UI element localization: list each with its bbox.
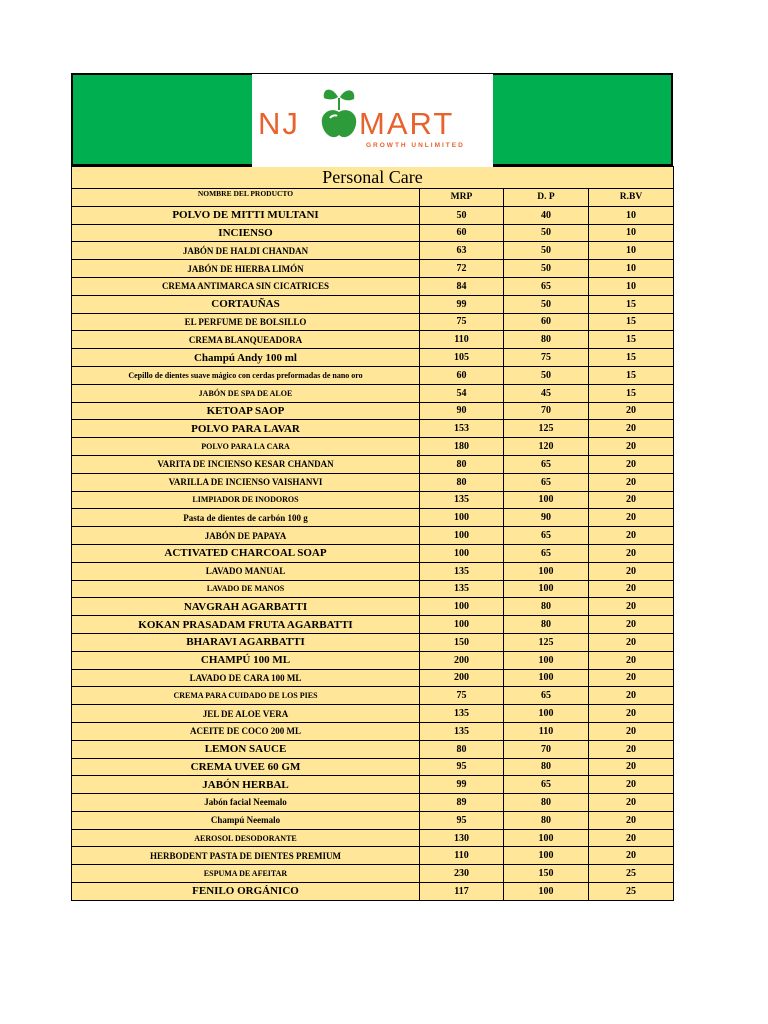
dp-cell: 125: [504, 633, 589, 651]
mrp-cell: 135: [420, 562, 504, 580]
rbv-cell: 15: [589, 366, 674, 384]
rbv-cell: 20: [589, 669, 674, 687]
rbv-cell: 20: [589, 544, 674, 562]
product-name-cell: POLVO PARA LAVAR: [72, 420, 420, 438]
dp-cell: 65: [504, 473, 589, 491]
table-row: [72, 705, 674, 723]
mrp-cell: 60: [420, 224, 504, 242]
dp-cell: 65: [504, 527, 589, 545]
mrp-cell: 100: [420, 544, 504, 562]
page-title: Personal Care: [72, 167, 674, 189]
product-name-cell: JABÓN HERBAL: [72, 776, 420, 794]
dp-cell: 75: [504, 349, 589, 367]
product-name-cell: JEL DE ALOE VERA: [72, 705, 420, 723]
rbv-cell: 20: [589, 829, 674, 847]
dp-cell: 65: [504, 687, 589, 705]
dp-cell: 45: [504, 384, 589, 402]
mrp-cell: 99: [420, 776, 504, 794]
rbv-cell: 20: [589, 705, 674, 723]
rbv-cell: 10: [589, 242, 674, 260]
product-name-cell: ACTIVATED CHARCOAL SOAP: [72, 544, 420, 562]
product-name-cell: POLVO DE MITTI MULTANI: [72, 206, 420, 224]
dp-cell: 150: [504, 865, 589, 883]
mrp-cell: 89: [420, 794, 504, 812]
dp-cell: 80: [504, 758, 589, 776]
col-header-name: NOMBRE DEL PRODUCTO: [72, 189, 420, 207]
dp-cell: 65: [504, 544, 589, 562]
table-row: [72, 384, 674, 402]
table-row: [72, 883, 674, 901]
mrp-cell: 100: [420, 598, 504, 616]
table-row: [72, 811, 674, 829]
dp-cell: 50: [504, 295, 589, 313]
mrp-cell: 200: [420, 669, 504, 687]
mrp-cell: 75: [420, 687, 504, 705]
rbv-cell: 20: [589, 455, 674, 473]
rbv-cell: 10: [589, 206, 674, 224]
col-header-dp: D. P: [504, 189, 589, 207]
mrp-cell: 100: [420, 527, 504, 545]
table-row: [72, 758, 674, 776]
rbv-cell: 20: [589, 811, 674, 829]
mrp-cell: 180: [420, 438, 504, 456]
mrp-cell: 75: [420, 313, 504, 331]
rbv-cell: 15: [589, 295, 674, 313]
mrp-cell: 90: [420, 402, 504, 420]
dp-cell: 80: [504, 598, 589, 616]
rbv-cell: 10: [589, 277, 674, 295]
table-row: [72, 794, 674, 812]
mrp-cell: 135: [420, 705, 504, 723]
dp-cell: 100: [504, 562, 589, 580]
product-table: [71, 166, 674, 901]
logo-tagline: GROWTH UNLIMITED: [366, 142, 465, 149]
table-row: [72, 473, 674, 491]
rbv-cell: 15: [589, 384, 674, 402]
table-row: [72, 224, 674, 242]
product-name-cell: JABÓN DE SPA DE ALOE: [72, 384, 420, 402]
product-name-cell: CREMA PARA CUIDADO DE LOS PIES: [72, 687, 420, 705]
rbv-cell: 10: [589, 224, 674, 242]
table-row: [72, 331, 674, 349]
rbv-cell: 20: [589, 438, 674, 456]
dp-cell: 50: [504, 366, 589, 384]
table-row: [72, 669, 674, 687]
col-header-mrp: MRP: [420, 189, 504, 207]
rbv-cell: 20: [589, 562, 674, 580]
table-row: [72, 491, 674, 509]
product-name-cell: EL PERFUME DE BOLSILLO: [72, 313, 420, 331]
rbv-cell: 20: [589, 758, 674, 776]
product-name-cell: HERBODENT PASTA DE DIENTES PREMIUM: [72, 847, 420, 865]
dp-cell: 110: [504, 722, 589, 740]
table-row: [72, 277, 674, 295]
dp-cell: 100: [504, 491, 589, 509]
table-row: [72, 687, 674, 705]
dp-cell: 100: [504, 669, 589, 687]
product-name-cell: LAVADO DE CARA 100 ML: [72, 669, 420, 687]
product-name-cell: CREMA UVEE 60 GM: [72, 758, 420, 776]
table-row: [72, 438, 674, 456]
product-name-cell: FENILO ORGÁNICO: [72, 883, 420, 901]
rbv-cell: 20: [589, 527, 674, 545]
mrp-cell: 135: [420, 491, 504, 509]
product-name-cell: LEMON SAUCE: [72, 740, 420, 758]
rbv-cell: 20: [589, 420, 674, 438]
dp-cell: 50: [504, 224, 589, 242]
mrp-cell: 54: [420, 384, 504, 402]
table-row: [72, 206, 674, 224]
product-name-cell: POLVO PARA LA CARA: [72, 438, 420, 456]
mrp-cell: 135: [420, 580, 504, 598]
product-name-cell: LAVADO DE MANOS: [72, 580, 420, 598]
header-banner: [71, 73, 673, 166]
dp-cell: 80: [504, 811, 589, 829]
product-name-cell: Jabón facial Neemalo: [72, 794, 420, 812]
rbv-cell: 15: [589, 331, 674, 349]
product-name-cell: INCIENSO: [72, 224, 420, 242]
mrp-cell: 80: [420, 455, 504, 473]
rbv-cell: 15: [589, 313, 674, 331]
product-name-cell: NAVGRAH AGARBATTI: [72, 598, 420, 616]
table-row: [72, 366, 674, 384]
price-sheet: [71, 73, 673, 901]
product-name-cell: VARITA DE INCIENSO KESAR CHANDAN: [72, 455, 420, 473]
dp-cell: 70: [504, 402, 589, 420]
dp-cell: 50: [504, 242, 589, 260]
table-row: [72, 740, 674, 758]
rbv-cell: 20: [589, 847, 674, 865]
mrp-cell: 200: [420, 651, 504, 669]
rbv-cell: 20: [589, 740, 674, 758]
table-row: [72, 349, 674, 367]
mrp-cell: 60: [420, 366, 504, 384]
product-name-cell: KETOAP SAOP: [72, 402, 420, 420]
product-name-cell: VARILLA DE INCIENSO VAISHANVI: [72, 473, 420, 491]
mrp-cell: 110: [420, 847, 504, 865]
rbv-cell: 20: [589, 491, 674, 509]
product-name-cell: JABÓN DE HALDI CHANDAN: [72, 242, 420, 260]
rbv-cell: 20: [589, 509, 674, 527]
rbv-cell: 20: [589, 402, 674, 420]
dp-cell: 40: [504, 206, 589, 224]
mrp-cell: 153: [420, 420, 504, 438]
table-row: [72, 598, 674, 616]
table-row: [72, 260, 674, 278]
mrp-cell: 100: [420, 509, 504, 527]
dp-cell: 100: [504, 883, 589, 901]
table-row: [72, 616, 674, 634]
product-name-cell: Cepillo de dientes suave mágico con cerdas preformadas de nano oro: [72, 366, 420, 384]
rbv-cell: 20: [589, 651, 674, 669]
dp-cell: 80: [504, 794, 589, 812]
mrp-cell: 105: [420, 349, 504, 367]
product-name-cell: Pasta de dientes de carbón 100 g: [72, 509, 420, 527]
dp-cell: 50: [504, 260, 589, 278]
mrp-cell: 150: [420, 633, 504, 651]
rbv-cell: 20: [589, 776, 674, 794]
table-row: [72, 313, 674, 331]
dp-cell: 100: [504, 651, 589, 669]
rbv-cell: 20: [589, 580, 674, 598]
table-row: [72, 509, 674, 527]
dp-cell: 60: [504, 313, 589, 331]
rbv-cell: 25: [589, 865, 674, 883]
table-row: [72, 295, 674, 313]
rbv-cell: 20: [589, 722, 674, 740]
col-header-rbv: R.BV: [589, 189, 674, 207]
product-name-cell: Champú Andy 100 ml: [72, 349, 420, 367]
mrp-cell: 84: [420, 277, 504, 295]
mrp-cell: 72: [420, 260, 504, 278]
rbv-cell: 20: [589, 598, 674, 616]
mrp-cell: 230: [420, 865, 504, 883]
mrp-cell: 110: [420, 331, 504, 349]
mrp-cell: 80: [420, 473, 504, 491]
product-name-cell: Champú Neemalo: [72, 811, 420, 829]
rbv-cell: 20: [589, 794, 674, 812]
mrp-cell: 135: [420, 722, 504, 740]
rbv-cell: 15: [589, 349, 674, 367]
product-name-cell: KOKAN PRASADAM FRUTA AGARBATTI: [72, 616, 420, 634]
apple-leaf-icon: [322, 90, 356, 138]
table-row: [72, 544, 674, 562]
product-name-cell: CREMA BLANQUEADORA: [72, 331, 420, 349]
mrp-cell: 80: [420, 740, 504, 758]
dp-cell: 80: [504, 616, 589, 634]
mrp-cell: 50: [420, 206, 504, 224]
product-name-cell: BHARAVI AGARBATTI: [72, 633, 420, 651]
dp-cell: 90: [504, 509, 589, 527]
product-name-cell: AEROSOL DESODORANTE: [72, 829, 420, 847]
dp-cell: 70: [504, 740, 589, 758]
mrp-cell: 130: [420, 829, 504, 847]
product-name-cell: CREMA ANTIMARCA SIN CICATRICES: [72, 277, 420, 295]
table-row: [72, 562, 674, 580]
table-row: [72, 722, 674, 740]
rbv-cell: 20: [589, 616, 674, 634]
mrp-cell: 99: [420, 295, 504, 313]
table-row: [72, 420, 674, 438]
product-name-cell: LAVADO MANUAL: [72, 562, 420, 580]
mrp-cell: 117: [420, 883, 504, 901]
table-row: [72, 455, 674, 473]
dp-cell: 120: [504, 438, 589, 456]
product-name-cell: ESPUMA DE AFEITAR: [72, 865, 420, 883]
mrp-cell: 95: [420, 811, 504, 829]
mrp-cell: 100: [420, 616, 504, 634]
rbv-cell: 20: [589, 473, 674, 491]
title-row: [72, 167, 674, 189]
rbv-cell: 10: [589, 260, 674, 278]
header-row: [72, 189, 674, 207]
dp-cell: 65: [504, 776, 589, 794]
dp-cell: 100: [504, 829, 589, 847]
mrp-cell: 63: [420, 242, 504, 260]
dp-cell: 65: [504, 455, 589, 473]
table-row: [72, 242, 674, 260]
rbv-cell: 20: [589, 687, 674, 705]
product-name-cell: ACEITE DE COCO 200 ML: [72, 722, 420, 740]
product-name-cell: CHAMPÚ 100 ML: [72, 651, 420, 669]
product-name-cell: LIMPIADOR DE INODOROS: [72, 491, 420, 509]
dp-cell: 65: [504, 277, 589, 295]
dp-cell: 100: [504, 847, 589, 865]
dp-cell: 80: [504, 331, 589, 349]
table-row: [72, 651, 674, 669]
product-name-cell: CORTAUÑAS: [72, 295, 420, 313]
product-name-cell: JABÓN DE PAPAYA: [72, 527, 420, 545]
mrp-cell: 95: [420, 758, 504, 776]
table-row: [72, 527, 674, 545]
dp-cell: 125: [504, 420, 589, 438]
table-row: [72, 402, 674, 420]
rbv-cell: 20: [589, 633, 674, 651]
table-row: [72, 829, 674, 847]
rbv-cell: 25: [589, 883, 674, 901]
table-row: [72, 580, 674, 598]
logo-letters-left: NJ: [258, 106, 300, 141]
logo-letters-right: MART: [359, 106, 455, 141]
njmart-logo: [252, 74, 493, 167]
dp-cell: 100: [504, 580, 589, 598]
table-row: [72, 776, 674, 794]
table-row: [72, 633, 674, 651]
dp-cell: 100: [504, 705, 589, 723]
table-row: [72, 847, 674, 865]
table-row: [72, 865, 674, 883]
product-name-cell: JABÓN DE HIERBA LIMÓN: [72, 260, 420, 278]
